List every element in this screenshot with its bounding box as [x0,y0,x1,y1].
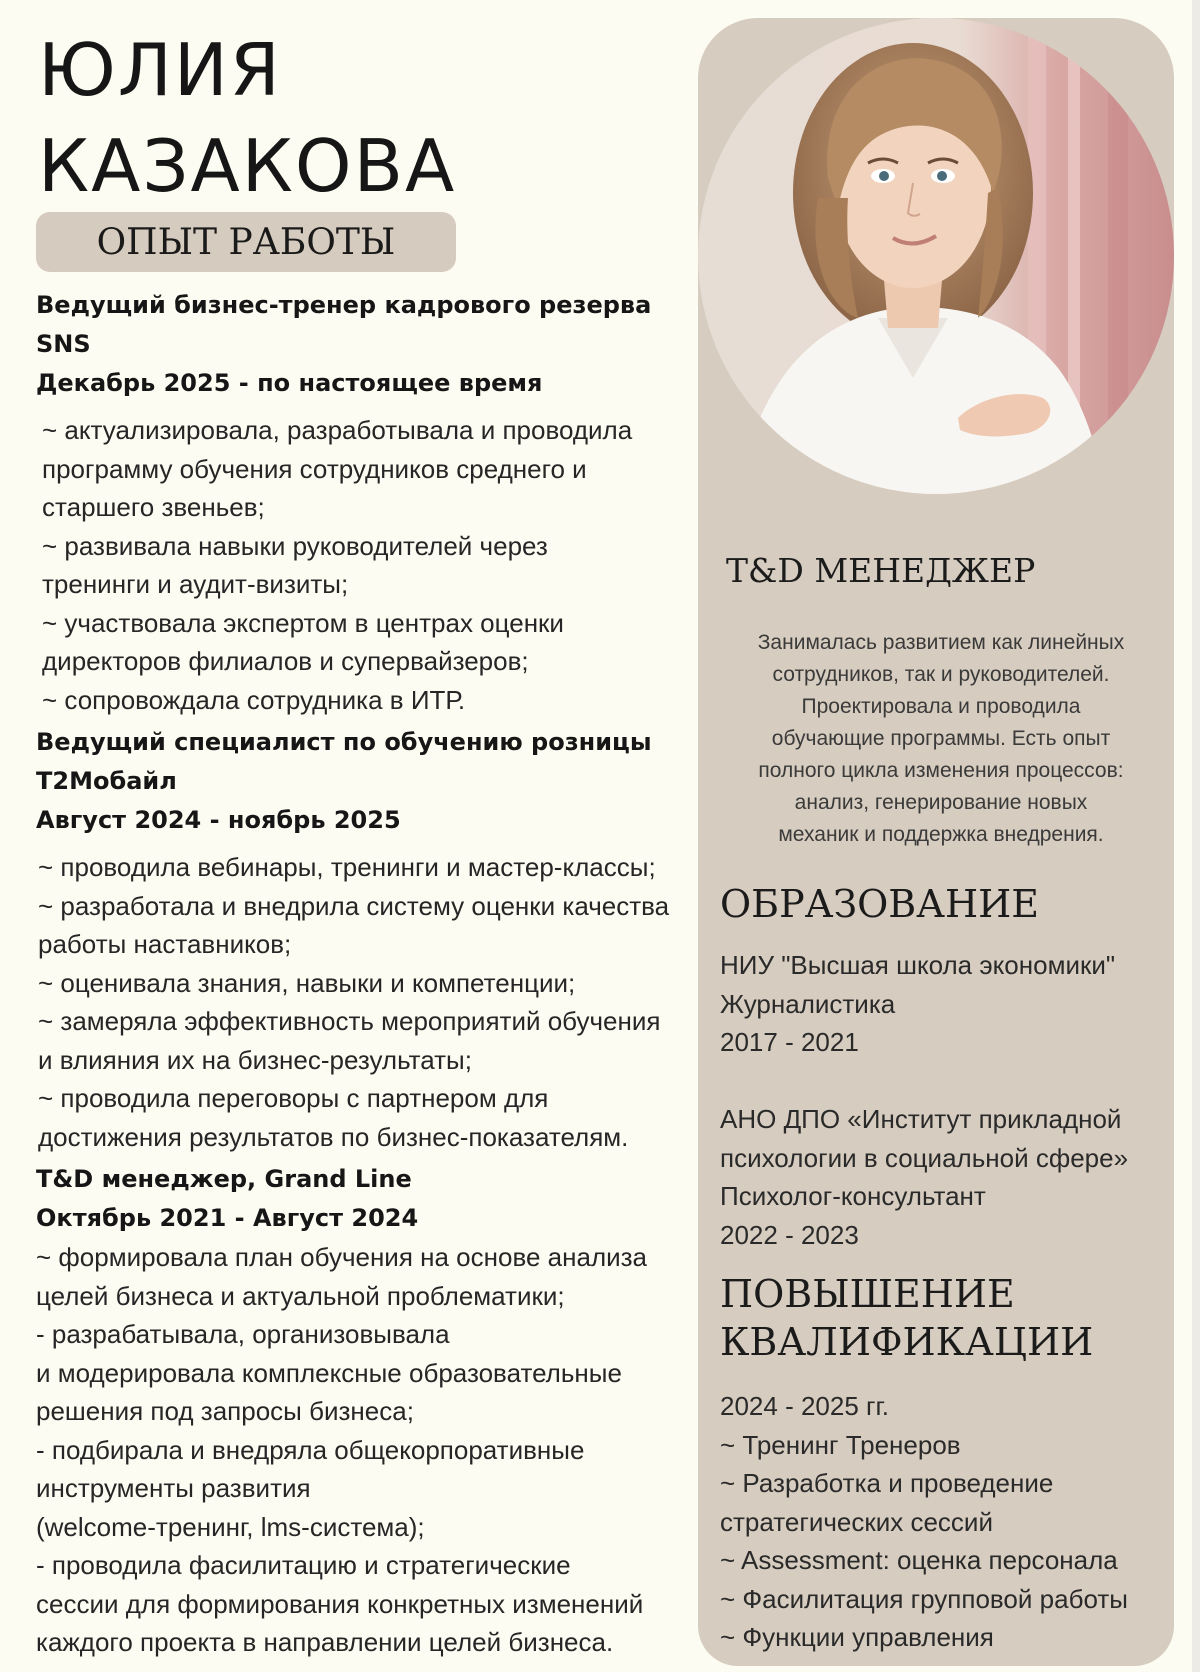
duty-line: ~ замеряла эффективность мероприятий обучения [38,1006,661,1036]
job-period: Декабрь 2025 - по настоящее время [36,369,543,397]
duty-line: - подбирала и внедряла общекорпоративные [36,1434,585,1465]
job-company: SNS [36,330,91,358]
job-title: Ведущий бизнес-тренер кадрового резерва [36,291,652,319]
job-entry [36,286,696,719]
duty-line: ~ оценивала знания, навыки и компетенции; [38,967,576,998]
duty-line: ~ проводила вебинары, тренинги и мастер-классы; [38,852,656,882]
education-line: НИУ "Высшая школа экономики" [720,950,1116,980]
education-entry [720,946,1170,1062]
summary-line: полного цикла изменения процессов: [758,759,1124,782]
job-duties [38,848,696,1156]
duty-line: решения под запросы бизнеса; [36,1396,414,1426]
education-entry [720,1100,1170,1254]
duty-line: ~ формировала план обучения на основе анализа [36,1242,648,1272]
duty-line: ~ разработала и внедрила систему оценки качества [38,890,670,921]
training-title [720,1270,1170,1366]
job-header [36,723,696,840]
training-line: стратегических сессий [720,1506,993,1537]
duty-line: сессии для формирования конкретных изменений [36,1588,644,1619]
duty-line: ~ проводила переговоры с партнером для [38,1083,549,1113]
job-duties [36,1238,696,1662]
duty-line: старшего звеньев; [42,492,265,522]
portrait-image [698,18,1174,494]
duty-line: каждого проекта в направлении целей бизнеса. [36,1627,614,1657]
duty-line: работы наставников; [38,929,292,959]
education-title [720,880,1170,928]
duty-line: - проводила фасилитацию и стратегические [36,1550,571,1580]
summary-line: анализ, генерирование новых [794,791,1088,814]
job-title: T&D менеджер, Grand Line [36,1165,412,1193]
duty-line: ~ участвовала экспертом в центрах оценки [42,607,564,638]
job-duties [42,411,696,719]
job-title: Ведущий специалист по обучению розницы [36,728,652,756]
summary-line: механик и поддержка внедрения. [778,823,1104,846]
job-period: Октябрь 2021 - Август 2024 [36,1204,419,1232]
duty-line: ~ актуализировала, разработывала и проводила [42,415,633,445]
name-first: ЮЛИЯ [38,28,282,112]
job-entry [36,723,696,1156]
profile-photo [698,18,1174,494]
profile-summary [716,627,1166,851]
education-line: психологии в социальной сфере» [720,1142,1129,1173]
experience-title: ОПЫТ РАБОТЫ [96,221,396,263]
education-line: АНО ДПО «Институт прикладной [720,1104,1122,1134]
duty-line: ~ сопровождала сотрудника в ИТР. [42,684,466,715]
duty-line: программу обучения сотрудников среднего и [42,453,587,484]
person-name [38,22,658,214]
summary-line: обучающие программы. Есть опыт [771,727,1111,750]
training-heading-line: ПОВЫШЕНИЕ [720,1272,1015,1316]
duty-line: достижения результатов по бизнес-показателям. [38,1121,629,1152]
education-line: 2022 - 2023 [720,1219,859,1250]
education-line: Психолог-консультант [720,1181,986,1211]
education-heading: ОБРАЗОВАНИЕ [720,882,1039,926]
duty-line: директоров филиалов и супервайзеров; [42,646,529,676]
training-line: ~ Тренинг Тренеров [720,1429,961,1460]
duty-line: целей бизнеса и актуальной проблематики; [36,1280,565,1311]
page-edge [1192,0,1200,1672]
job-entry [36,1160,696,1662]
training-line: ~ Функции управления [720,1622,994,1652]
experience-section-header [36,212,456,272]
name-last: КАЗАКОВА [38,124,457,208]
duty-line: инструменты развития [36,1473,311,1503]
summary-line: Проектировала и проводила [801,695,1081,718]
training-line: ~ Разработка и проведение [720,1468,1054,1498]
education-line: Журналистика [720,988,896,1019]
summary-line: Занималась развитием как линейных [757,631,1125,654]
training-line: ~ Assessment: оценка персонала [720,1545,1118,1575]
duty-line: ~ развивала навыки руководителей через [42,530,548,561]
training-line: ~ Фасилитация групповой работы [720,1583,1128,1614]
duty-line: (welcome-тренинг, lms-система); [36,1511,425,1542]
duty-line: - разрабатывала, организовывала [36,1319,450,1349]
experience-list [36,286,696,1662]
training-heading-line: КВАЛИФИКАЦИИ [720,1320,1094,1364]
duty-line: и модерировала комплексные образовательные [36,1357,622,1388]
duty-line: тренинги и аудит-визиты; [42,569,349,599]
job-period: Август 2024 - ноябрь 2025 [36,806,401,834]
job-header [36,1160,696,1238]
duty-line: и влияния их на бизнес-результаты; [38,1044,472,1075]
training-line: 2024 - 2025 гг. [720,1391,890,1421]
current-role: T&D МЕНЕДЖЕР [726,551,1036,590]
job-header [36,286,696,403]
job-company: Т2Мобайл [36,767,177,795]
training-list [720,1387,1170,1657]
education-line: 2017 - 2021 [720,1027,859,1057]
summary-line: сотрудников, так и руководителей. [772,663,1110,686]
